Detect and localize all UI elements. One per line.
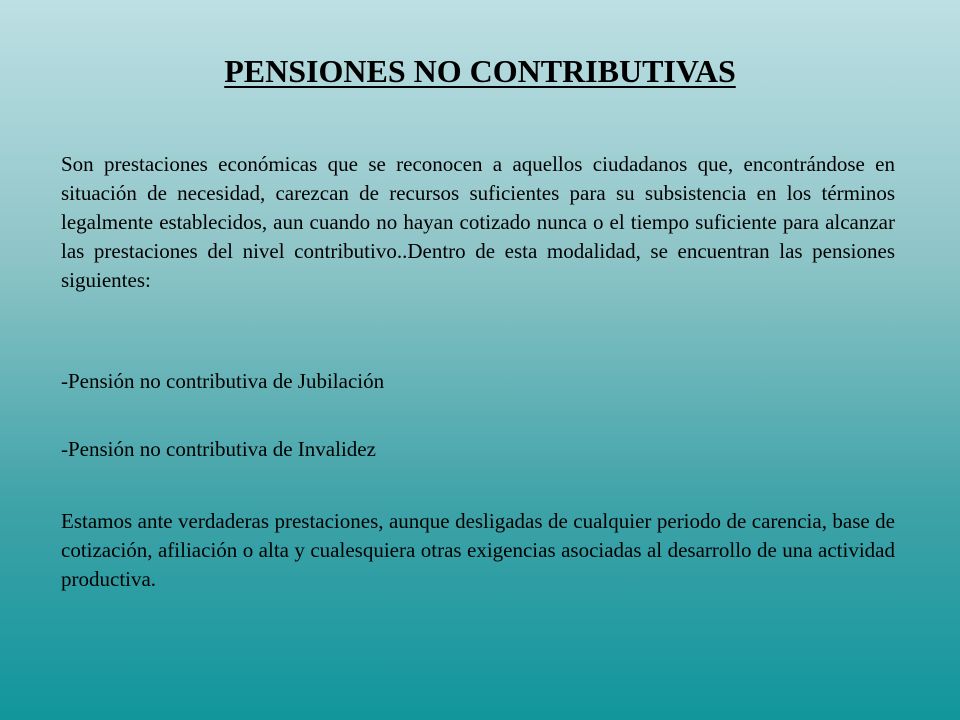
list-item-invalidez: -Pensión no contributiva de Invalidez [61, 437, 376, 461]
list-item-jubilacion: -Pensión no contributiva de Jubilación [61, 369, 385, 393]
intro-paragraph: Son prestaciones económicas que se reconocen a aquellos ciudadanos que, encontrándose en situación de necesidad, carezcan de recursos suficientes para su subsistencia en los términos legalmente establecidos, aun cuando no hayan cotizado nunca o el tiempo suficiente para alcanzar las prestaciones del nivel contributivo..Dentro de esta modalidad, se encuentran las pensiones siguientes: [61, 152, 895, 292]
closing-paragraph: Estamos ante verdaderas prestaciones, aunque desligadas de cualquier periodo de carencia, base de cotización, afiliación o alta y cualesquiera otras exigencias asociadas al desarrollo de una actividad productiva. [61, 509, 895, 591]
slide-title: PENSIONES NO CONTRIBUTIVAS [224, 53, 736, 89]
